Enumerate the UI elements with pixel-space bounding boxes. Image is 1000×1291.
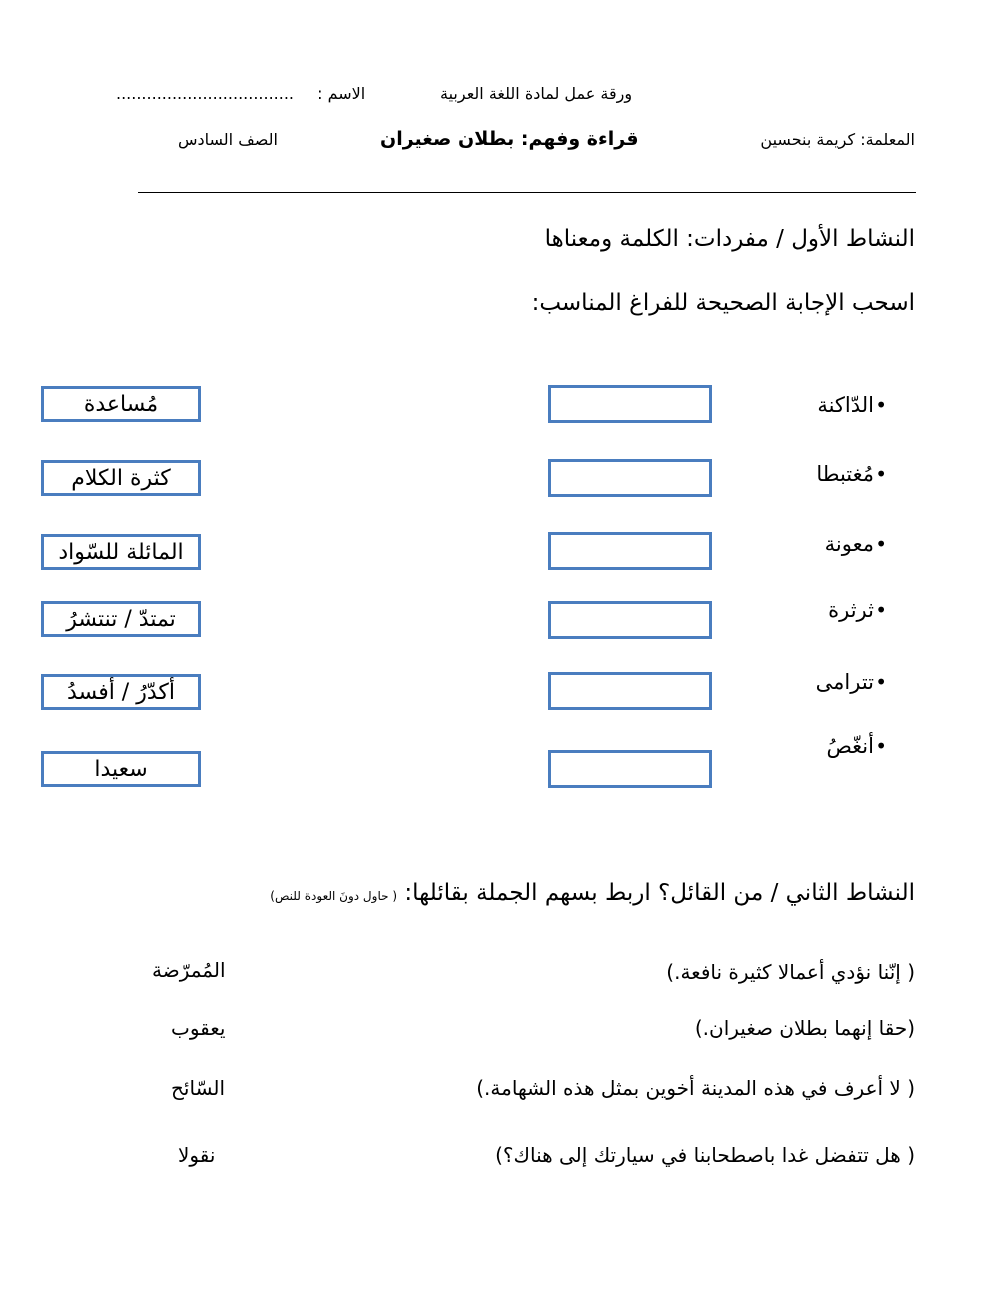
lesson-title: قراءة وفهم: بطلان صغيران xyxy=(380,128,639,150)
bullet-icon: • xyxy=(875,393,887,417)
speaker-name[interactable]: نقولا xyxy=(178,1143,216,1167)
teacher-name: المعلمة: كريمة بنحسين xyxy=(760,130,915,149)
grade-label: الصف السادس xyxy=(178,130,278,149)
drop-zone-6[interactable] xyxy=(548,750,712,788)
quote-sentence[interactable]: ( إنّنا نؤدي أعمالا كثيرة نافعة.) xyxy=(666,960,915,984)
activity2-hint: ( حاول دونَ العودة للنص) xyxy=(270,889,398,903)
activity1-title: النشاط الأول / مفردات: الكلمة ومعناها xyxy=(544,226,915,252)
vocab-word: معونة xyxy=(824,532,874,556)
bullet-icon: • xyxy=(875,462,887,486)
bullet-icon: • xyxy=(875,598,887,622)
quote-sentence[interactable]: (حقا إنهما بطلان صغيران.) xyxy=(694,1016,915,1040)
name-field[interactable] xyxy=(116,84,365,103)
speaker-name[interactable]: المُمرّضة xyxy=(152,958,226,982)
answer-option[interactable]: مُساعدة xyxy=(41,386,201,422)
answer-option[interactable]: المائلة للسّواد xyxy=(41,534,201,570)
vocab-word: تترامى xyxy=(815,670,874,694)
answer-option[interactable]: كثرة الكلام xyxy=(41,460,201,496)
answer-option[interactable]: سعيدا xyxy=(41,751,201,787)
bullet-icon: • xyxy=(875,670,887,694)
drop-zone-4[interactable] xyxy=(548,601,712,639)
answer-option[interactable]: أكدّرُ / أفسدُ xyxy=(41,674,201,710)
drop-zone-2[interactable] xyxy=(548,459,712,497)
bullet-icon: • xyxy=(875,532,887,556)
drop-zone-1[interactable] xyxy=(548,385,712,423)
activity2-title-text: النشاط الثاني / من القائل؟ اربط بسهم الجملة بقائلها: xyxy=(404,880,915,906)
speaker-name[interactable]: السّائح xyxy=(171,1076,226,1100)
header-divider xyxy=(138,192,916,193)
answer-option[interactable]: تمتدّ / تنتشرُ xyxy=(41,601,201,637)
worksheet-title: ورقة عمل لمادة اللغة العربية xyxy=(440,84,633,103)
vocab-word: الدّاكنة xyxy=(817,393,874,417)
drop-zone-5[interactable] xyxy=(548,672,712,710)
quote-sentence[interactable]: ( لا أعرف في هذه المدينة أخوين بمثل هذه الشهامة.) xyxy=(476,1076,915,1100)
quote-sentence[interactable]: ( هل تتفضل غدا باصطحابنا في سيارتك إلى هناك؟) xyxy=(495,1143,915,1167)
vocab-word: مُغتبطا xyxy=(816,462,874,486)
name-label: الاسم : xyxy=(317,84,366,103)
speaker-name[interactable]: يعقوب xyxy=(171,1016,226,1040)
drop-zone-3[interactable] xyxy=(548,532,712,570)
activity1-instruction: اسحب الإجابة الصحيحة للفراغ المناسب: xyxy=(531,290,915,316)
bullet-icon: • xyxy=(875,734,887,758)
activity2-title xyxy=(270,880,915,906)
name-dots: ................................... xyxy=(116,84,295,103)
vocab-word: ثرثرة xyxy=(828,598,874,622)
vocab-word: أنغّصُ xyxy=(826,734,874,758)
